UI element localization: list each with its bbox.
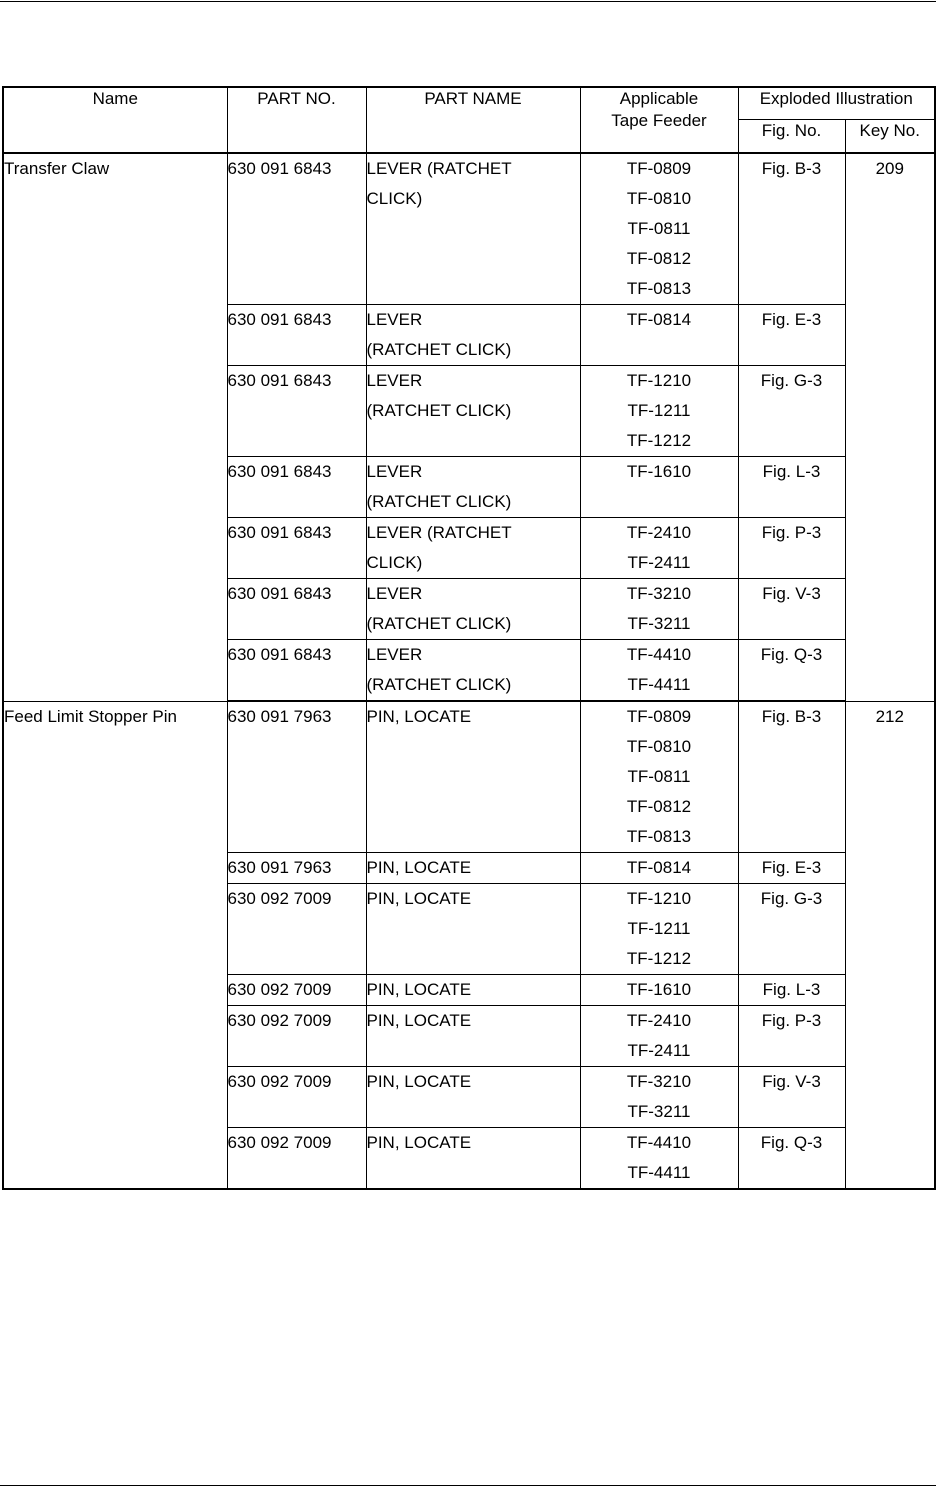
part-name-line: PIN, LOCATE	[366, 707, 472, 726]
cell-feeder	[580, 884, 738, 975]
cell-fig-no: Fig. Q-3	[738, 1128, 845, 1190]
cell-fig-no: Fig. G-3	[738, 366, 845, 457]
cell-feeder	[580, 153, 738, 305]
cell-part-no: 630 092 7009	[227, 975, 366, 1006]
cell-fig-no: Fig. L-3	[738, 457, 845, 518]
feeder-code: TF-3211	[627, 1102, 691, 1121]
cell-part-name	[366, 884, 580, 975]
cell-fig-no: Fig. P-3	[738, 1006, 845, 1067]
feeder-code: TF-4410	[626, 645, 692, 664]
feeder-code: TF-0811	[627, 219, 691, 238]
table-row	[3, 153, 935, 305]
feeder-code: TF-1212	[626, 949, 692, 968]
cell-feeder	[580, 1067, 738, 1128]
part-name-line: LEVER	[366, 462, 423, 481]
feeder-code: TF-1210	[626, 889, 692, 908]
cell-feeder	[580, 305, 738, 366]
feeder-code: TF-1610	[626, 980, 692, 999]
cell-feeder	[580, 853, 738, 884]
feeder-code: TF-4411	[627, 675, 691, 694]
cell-fig-no: Fig. B-3	[738, 701, 845, 853]
cell-part-name	[366, 366, 580, 457]
part-name-line: (RATCHET CLICK)	[366, 401, 512, 420]
cell-part-name	[366, 153, 580, 305]
cell-key-no: 209	[845, 153, 935, 701]
col-header-exploded: Exploded Illustration	[738, 87, 935, 120]
feeder-code: TF-0812	[626, 797, 692, 816]
feeder-code: TF-0812	[626, 249, 692, 268]
feeder-code: TF-0809	[626, 707, 692, 726]
cell-part-name	[366, 975, 580, 1006]
part-name-line: LEVER (RATCHET	[366, 159, 512, 178]
cell-fig-no: Fig. Q-3	[738, 640, 845, 702]
feeder-code: TF-0814	[626, 858, 692, 877]
cell-fig-no: Fig. E-3	[738, 853, 845, 884]
table-body	[3, 153, 935, 1189]
feeder-code: TF-3211	[627, 614, 691, 633]
part-name-line: CLICK)	[366, 189, 423, 208]
feeder-code: TF-1210	[626, 371, 692, 390]
feeder-code: TF-4410	[626, 1133, 692, 1152]
part-name-line: LEVER	[366, 645, 423, 664]
feeder-code: TF-4411	[627, 1163, 691, 1182]
top-rule	[0, 1, 936, 2]
part-name-line: PIN, LOCATE	[366, 858, 472, 877]
col-header-key-no: Key No.	[845, 120, 935, 154]
feeder-code: TF-0809	[626, 159, 692, 178]
cell-part-no: 630 091 6843	[227, 366, 366, 457]
part-name-line: (RATCHET CLICK)	[366, 675, 512, 694]
cell-part-name	[366, 518, 580, 579]
cell-fig-no: Fig. V-3	[738, 1067, 845, 1128]
cell-part-name	[366, 701, 580, 853]
cell-part-name	[366, 457, 580, 518]
cell-part-no: 630 091 6843	[227, 640, 366, 702]
cell-feeder	[580, 457, 738, 518]
cell-part-no: 630 091 7963	[227, 853, 366, 884]
cell-part-name	[366, 305, 580, 366]
feeder-code: TF-0813	[626, 279, 692, 298]
part-name-line: PIN, LOCATE	[366, 1072, 472, 1091]
feeder-code: TF-1610	[626, 462, 692, 481]
cell-part-no: 630 092 7009	[227, 1067, 366, 1128]
feeder-code: TF-2410	[626, 1011, 692, 1030]
feeder-code: TF-0810	[626, 189, 692, 208]
cell-part-no: 630 091 6843	[227, 305, 366, 366]
feeder-code: TF-3210	[626, 584, 692, 603]
col-header-feeder-line: Tape Feeder	[611, 111, 707, 130]
cell-part-no: 630 092 7009	[227, 884, 366, 975]
cell-feeder	[580, 579, 738, 640]
cell-part-name	[366, 579, 580, 640]
feeder-code: TF-0811	[627, 767, 691, 786]
bottom-rule	[0, 1485, 936, 1486]
cell-feeder	[580, 640, 738, 702]
cell-part-name	[366, 640, 580, 702]
feeder-code: TF-1211	[627, 401, 691, 420]
part-name-line: PIN, LOCATE	[366, 889, 472, 908]
cell-fig-no: Fig. E-3	[738, 305, 845, 366]
feeder-code: TF-1211	[627, 919, 691, 938]
feeder-code: TF-2410	[626, 523, 692, 542]
cell-part-name	[366, 1067, 580, 1128]
feeder-code: TF-2411	[627, 1041, 691, 1060]
part-name-line: LEVER	[366, 310, 423, 329]
feeder-code: TF-0810	[626, 737, 692, 756]
part-name-line: (RATCHET CLICK)	[366, 340, 512, 359]
cell-feeder	[580, 1128, 738, 1190]
cell-part-name	[366, 1128, 580, 1190]
col-header-feeder	[580, 87, 738, 153]
parts-table	[2, 86, 936, 1190]
cell-fig-no: Fig. P-3	[738, 518, 845, 579]
col-header-part-name: PART NAME	[366, 87, 580, 153]
cell-part-no: 630 092 7009	[227, 1006, 366, 1067]
part-name-line: LEVER (RATCHET	[366, 523, 512, 542]
cell-feeder	[580, 701, 738, 853]
col-header-name: Name	[3, 87, 227, 153]
feeder-code: TF-3210	[626, 1072, 692, 1091]
cell-part-no: 630 091 7963	[227, 701, 366, 853]
feeder-code: TF-0814	[626, 310, 692, 329]
cell-part-name	[366, 853, 580, 884]
feeder-code: TF-0813	[626, 827, 692, 846]
cell-feeder	[580, 518, 738, 579]
cell-part-no: 630 091 6843	[227, 153, 366, 305]
cell-part-no: 630 091 6843	[227, 518, 366, 579]
cell-fig-no: Fig. V-3	[738, 579, 845, 640]
part-name-line: PIN, LOCATE	[366, 980, 472, 999]
cell-fig-no: Fig. L-3	[738, 975, 845, 1006]
cell-part-no: 630 091 6843	[227, 579, 366, 640]
cell-key-no: 212	[845, 701, 935, 1189]
part-name-line: (RATCHET CLICK)	[366, 614, 512, 633]
cell-feeder	[580, 366, 738, 457]
cell-name: Feed Limit Stopper Pin	[3, 701, 227, 1189]
feeder-code: TF-1212	[626, 431, 692, 450]
cell-part-no: 630 091 6843	[227, 457, 366, 518]
part-name-line: LEVER	[366, 371, 423, 390]
cell-fig-no: Fig. B-3	[738, 153, 845, 305]
cell-feeder	[580, 975, 738, 1006]
cell-name: Transfer Claw	[3, 153, 227, 701]
col-header-feeder-line: Applicable	[619, 89, 699, 108]
cell-feeder	[580, 1006, 738, 1067]
part-name-line: PIN, LOCATE	[366, 1133, 472, 1152]
cell-part-name	[366, 1006, 580, 1067]
part-name-line: CLICK)	[366, 553, 423, 572]
table-row	[3, 701, 935, 853]
part-name-line: (RATCHET CLICK)	[366, 492, 512, 511]
col-header-part-no: PART NO.	[227, 87, 366, 153]
col-header-fig-no: Fig. No.	[738, 120, 845, 154]
part-name-line: PIN, LOCATE	[366, 1011, 472, 1030]
feeder-code: TF-2411	[627, 553, 691, 572]
cell-fig-no: Fig. G-3	[738, 884, 845, 975]
table-header	[3, 87, 935, 153]
part-name-line: LEVER	[366, 584, 423, 603]
cell-part-no: 630 092 7009	[227, 1128, 366, 1190]
